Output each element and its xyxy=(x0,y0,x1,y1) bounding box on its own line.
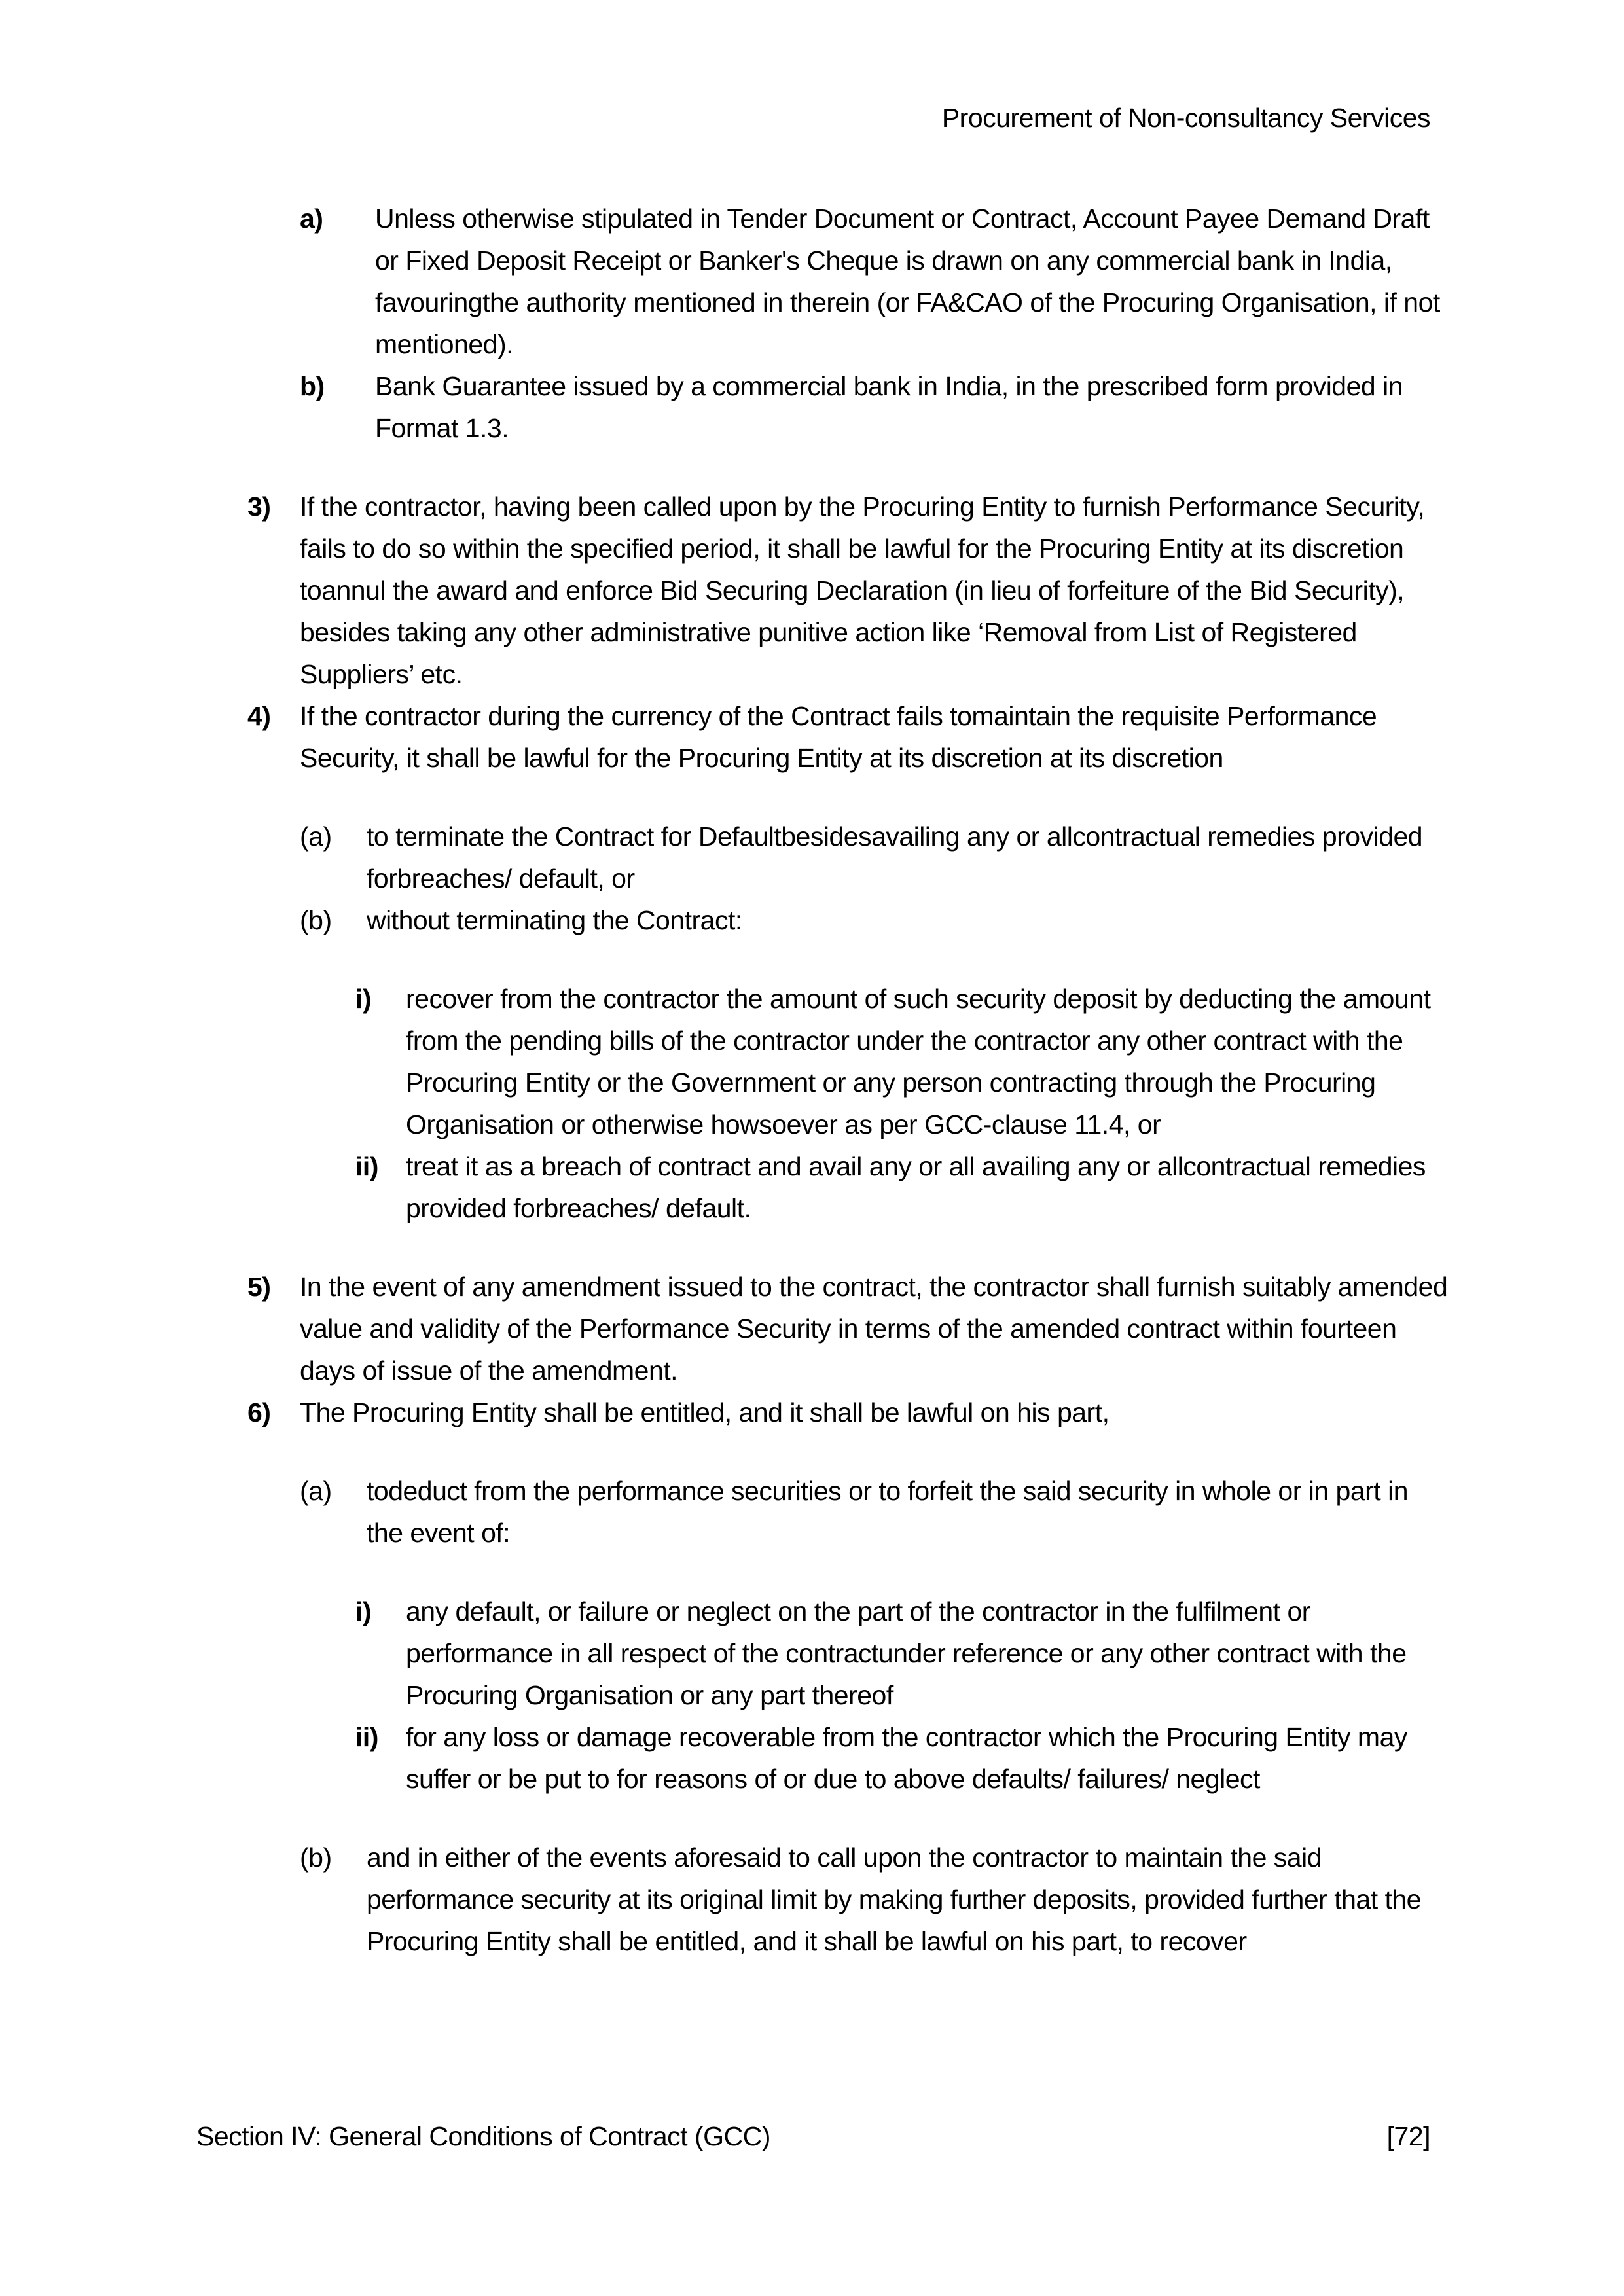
clause-4b-i xyxy=(355,978,1449,1145)
clause-marker: b) xyxy=(300,371,325,401)
clause-text: treat it as a breach of contract and avail any or all availing any or allcontractual remedies provided forbreaches/ default. xyxy=(406,1151,1426,1223)
clause-6a-ii xyxy=(355,1716,1449,1800)
clause-text: without terminating the Contract: xyxy=(367,905,742,935)
clause-a xyxy=(300,198,1449,365)
clause-6a xyxy=(300,1470,1449,1554)
clause-b xyxy=(300,365,1449,449)
clause-4b-ii xyxy=(355,1145,1449,1229)
clause-marker: (a) xyxy=(300,1476,332,1506)
clause-5 xyxy=(247,1266,1449,1391)
clause-marker: a) xyxy=(300,204,323,234)
clause-text: If the contractor, having been called upon by the Procuring Entity to furnish Performance Security, fails to do so within the specified period, it shall be lawful for the Procuring Entity at its discretion toannul the award and enforce Bid Securing Declaration (in lieu of forfeiture of the Bid Security), besides taking any other administrative punitive action like ‘Removal from List of Registered Suppliers’ etc. xyxy=(300,492,1425,689)
clause-marker: (a) xyxy=(300,821,332,852)
clause-text: and in either of the events aforesaid to call upon the contractor to maintain the said performance security at its original limit by making further deposits, provided further that the Procuring Entity shall be entitled, and it shall be lawful on his part, to recover xyxy=(367,1842,1421,1956)
clause-marker: ii) xyxy=(355,1151,378,1181)
clause-marker: ii) xyxy=(355,1722,378,1752)
clause-text: Bank Guarantee issued by a commercial bank in India, in the prescribed form provided in Format 1.3. xyxy=(375,371,1403,443)
clause-text: recover from the contractor the amount of such security deposit by deducting the amount from the pending bills of the contractor under the contractor any other contract with the Procuring Entity or the Government or any person contracting through the Procuring Organisation or otherwise howsoever as per GCC-clause 11.4, or xyxy=(406,984,1431,1139)
clause-marker: 4) xyxy=(247,701,271,731)
clause-6a-i xyxy=(355,1590,1449,1716)
clause-marker: (b) xyxy=(300,905,332,935)
clause-marker: 6) xyxy=(247,1397,271,1427)
clause-text: any default, or failure or neglect on the part of the contractor in the fulfilment or performance in all respect of the contractunder reference or any other contract with the Procuring Organisation or any part thereof xyxy=(406,1596,1407,1710)
footer-section-title: Section IV: General Conditions of Contract (GCC) xyxy=(196,2121,770,2151)
clause-4a xyxy=(300,816,1449,899)
clause-text: todeduct from the performance securities or to forfeit the said security in whole or in part in the event of: xyxy=(367,1476,1408,1548)
page-footer xyxy=(196,2115,1430,2157)
footer-page-number: [72] xyxy=(1386,2121,1430,2151)
clause-marker: 3) xyxy=(247,492,271,522)
clause-text: for any loss or damage recoverable from the contractor which the Procuring Entity may suffer or be put to for reasons of or due to above defaults/ failures/ neglect xyxy=(406,1722,1407,1794)
document-content xyxy=(0,198,1624,1962)
page-header-title: Procurement of Non-consultancy Services xyxy=(941,103,1430,133)
clause-6b xyxy=(300,1837,1449,1962)
clause-4b xyxy=(300,899,1449,941)
clause-marker: i) xyxy=(355,1596,372,1626)
clause-text: The Procuring Entity shall be entitled, and it shall be lawful on his part, xyxy=(300,1397,1110,1427)
clause-4 xyxy=(247,695,1449,779)
clause-marker: (b) xyxy=(300,1842,332,1873)
clause-text: If the contractor during the currency of the Contract fails tomaintain the requisite Performance Security, it shall be lawful for the Procuring Entity at its discretion at its discretion xyxy=(300,701,1377,773)
clause-6 xyxy=(247,1391,1449,1433)
clause-text: to terminate the Contract for Defaultbesidesavailing any or allcontractual remedies provided forbreaches/ default, or xyxy=(367,821,1423,893)
clause-marker: 5) xyxy=(247,1272,271,1302)
clause-text: Unless otherwise stipulated in Tender Document or Contract, Account Payee Demand Draft or Fixed Deposit Receipt or Banker's Cheque is drawn on any commercial bank in India, favouringthe authority mentioned in therein (or FA&CAO of the Procuring Organisation, if not mentioned). xyxy=(375,204,1440,359)
clause-text: In the event of any amendment issued to the contract, the contractor shall furnish suitably amended value and validity of the Performance Security in terms of the amended contract within fourteen days of issue of the amendment. xyxy=(300,1272,1448,1386)
clause-marker: i) xyxy=(355,984,372,1014)
clause-3 xyxy=(247,486,1449,695)
